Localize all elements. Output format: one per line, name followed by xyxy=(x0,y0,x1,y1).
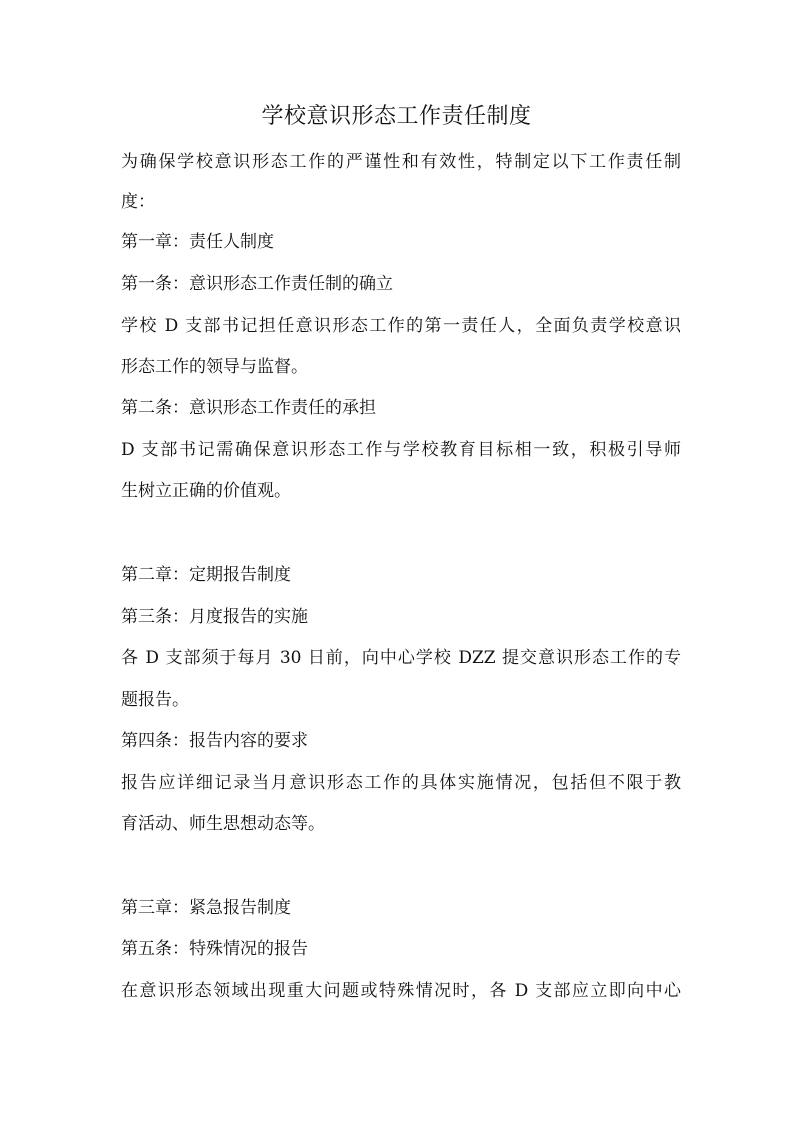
paragraph-intro-line-1: 为确保学校意识形态工作的严谨性和有效性，特制定以下工作责任制 xyxy=(121,152,681,172)
article-4-body-line-1: 报告应详细记录当月意识形态工作的具体实施情况，包括但不限于教 xyxy=(121,773,681,793)
article-3-heading: 第三条：月度报告的实施 xyxy=(121,607,308,627)
article-2-heading: 第二条：意识形态工作责任的承担 xyxy=(121,398,376,418)
chapter-2-heading: 第二章：定期报告制度 xyxy=(121,565,291,585)
article-1-heading: 第一条：意识形态工作责任制的确立 xyxy=(121,274,393,294)
article-1-body-line-1: 学校 D 支部书记担任意识形态工作的第一责任人，全面负责学校意识 xyxy=(121,316,681,336)
chapter-1-heading: 第一章：责任人制度 xyxy=(121,232,274,252)
article-5-heading: 第五条：特殊情况的报告 xyxy=(121,939,308,959)
article-3-body-line-1: 各 D 支部须于每月 30 日前，向中心学校 DZZ 提交意识形态工作的专 xyxy=(121,648,681,668)
article-4-heading: 第四条：报告内容的要求 xyxy=(121,731,308,751)
article-4-body-line-2: 育活动、师生思想动态等。 xyxy=(121,814,325,834)
article-2-body-line-1: D 支部书记需确保意识形态工作与学校教育目标相一致，积极引导师 xyxy=(121,440,681,460)
article-2-body-line-2: 生树立正确的价值观。 xyxy=(121,481,291,501)
chapter-3-heading: 第三章：紧急报告制度 xyxy=(121,898,291,918)
article-1-body-line-2: 形态工作的领导与监督。 xyxy=(121,357,308,377)
article-5-body-line-1: 在意识形态领域出现重大问题或特殊情况时，各 D 支部应立即向中心 xyxy=(121,981,681,1001)
document-title: 学校意识形态工作责任制度 xyxy=(261,104,532,129)
paragraph-intro-line-2: 度： xyxy=(121,192,155,212)
article-3-body-line-2: 题报告。 xyxy=(121,690,189,710)
